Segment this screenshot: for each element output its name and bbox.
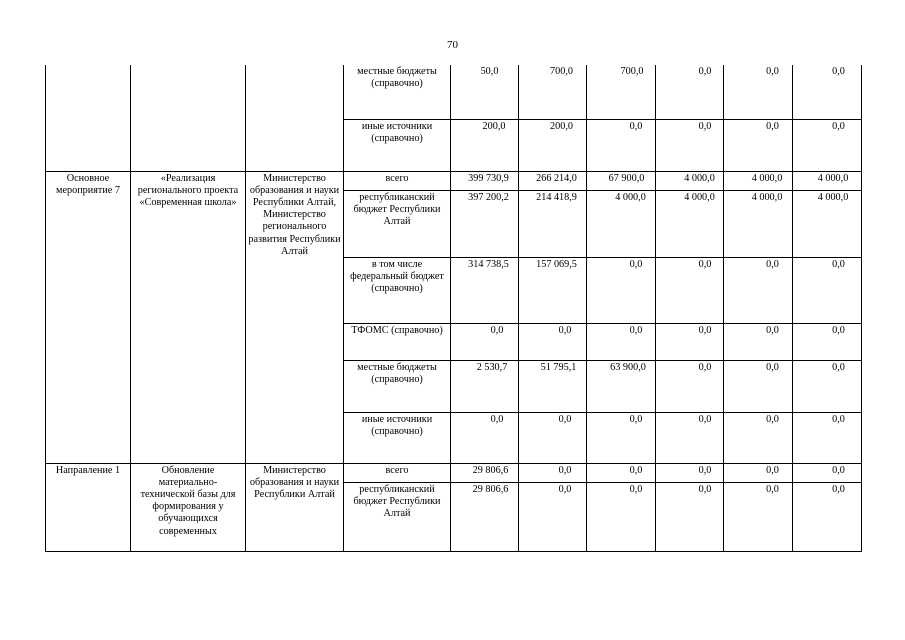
value-cell: 397 200,2 xyxy=(451,190,519,257)
value-cell: 0,0 xyxy=(724,482,793,551)
value-cell: 314 738,5 xyxy=(451,257,519,323)
value-cell: 0,0 xyxy=(519,463,587,482)
name-cell: «Реализация регионального проекта «Современная школа» xyxy=(131,171,246,463)
value-cell: 0,0 xyxy=(793,360,862,412)
executor-cell: Министерство образования и науки Республики Алтай, Министерство регионального развития Республики Алтай xyxy=(246,171,344,463)
value-cell: 0,0 xyxy=(656,119,724,171)
value-cell: 0,0 xyxy=(656,482,724,551)
source-cell: иные источники (справочно) xyxy=(344,119,451,171)
value-cell: 0,0 xyxy=(587,119,656,171)
value-cell: 0,0 xyxy=(724,257,793,323)
executor-cell: Министерство образования и науки Республики Алтай xyxy=(246,463,344,551)
value-cell: 0,0 xyxy=(724,412,793,463)
table-row xyxy=(46,463,862,482)
source-cell: в том числе федеральный бюджет (справочно) xyxy=(344,257,451,323)
value-cell: 0,0 xyxy=(656,65,724,119)
name-cell: Обновление материально-технической базы для формирования у обучающихся современных xyxy=(131,463,246,551)
table-row xyxy=(46,171,862,190)
source-cell: местные бюджеты (справочно) xyxy=(344,360,451,412)
value-cell: 0,0 xyxy=(587,257,656,323)
executor-cell xyxy=(246,65,344,171)
value-cell: 4 000,0 xyxy=(587,190,656,257)
value-cell: 29 806,6 xyxy=(451,463,519,482)
value-cell: 0,0 xyxy=(451,323,519,360)
value-cell: 0,0 xyxy=(793,463,862,482)
table-row xyxy=(46,65,862,119)
value-cell: 157 069,5 xyxy=(519,257,587,323)
value-cell: 29 806,6 xyxy=(451,482,519,551)
name-cell xyxy=(131,65,246,171)
value-cell: 4 000,0 xyxy=(793,190,862,257)
value-cell: 51 795,1 xyxy=(519,360,587,412)
source-cell: республиканский бюджет Республики Алтай xyxy=(344,190,451,257)
value-cell: 4 000,0 xyxy=(656,171,724,190)
value-cell: 399 730,9 xyxy=(451,171,519,190)
value-cell: 0,0 xyxy=(587,482,656,551)
source-cell: республиканский бюджет Республики Алтай xyxy=(344,482,451,551)
source-cell: всего xyxy=(344,463,451,482)
value-cell: 0,0 xyxy=(724,463,793,482)
value-cell: 200,0 xyxy=(451,119,519,171)
value-cell: 0,0 xyxy=(724,119,793,171)
value-cell: 0,0 xyxy=(519,412,587,463)
value-cell: 214 418,9 xyxy=(519,190,587,257)
value-cell: 0,0 xyxy=(724,323,793,360)
value-cell: 0,0 xyxy=(724,65,793,119)
value-cell: 4 000,0 xyxy=(724,190,793,257)
value-cell: 0,0 xyxy=(519,482,587,551)
value-cell: 266 214,0 xyxy=(519,171,587,190)
value-cell: 0,0 xyxy=(793,482,862,551)
value-cell: 0,0 xyxy=(451,412,519,463)
value-cell: 0,0 xyxy=(587,463,656,482)
value-cell: 2 530,7 xyxy=(451,360,519,412)
value-cell: 200,0 xyxy=(519,119,587,171)
value-cell: 0,0 xyxy=(793,65,862,119)
value-cell: 700,0 xyxy=(587,65,656,119)
source-cell: ТФОМС (справочно) xyxy=(344,323,451,360)
value-cell: 0,0 xyxy=(519,323,587,360)
value-cell: 0,0 xyxy=(587,412,656,463)
value-cell: 4 000,0 xyxy=(793,171,862,190)
value-cell: 4 000,0 xyxy=(724,171,793,190)
value-cell: 50,0 xyxy=(451,65,519,119)
value-cell: 0,0 xyxy=(724,360,793,412)
value-cell: 67 900,0 xyxy=(587,171,656,190)
value-cell: 0,0 xyxy=(656,360,724,412)
value-cell: 0,0 xyxy=(793,257,862,323)
page-number: 70 xyxy=(447,39,458,51)
status-cell: Направление 1 xyxy=(46,463,131,551)
budget-table xyxy=(45,65,862,552)
status-cell xyxy=(46,65,131,171)
source-cell: всего xyxy=(344,171,451,190)
value-cell: 4 000,0 xyxy=(656,190,724,257)
value-cell: 0,0 xyxy=(793,412,862,463)
value-cell: 0,0 xyxy=(587,323,656,360)
value-cell: 0,0 xyxy=(793,119,862,171)
value-cell: 63 900,0 xyxy=(587,360,656,412)
value-cell: 0,0 xyxy=(656,463,724,482)
value-cell: 0,0 xyxy=(656,323,724,360)
value-cell: 0,0 xyxy=(656,412,724,463)
source-cell: местные бюджеты (справочно) xyxy=(344,65,451,119)
source-cell: иные источники (справочно) xyxy=(344,412,451,463)
value-cell: 0,0 xyxy=(793,323,862,360)
value-cell: 0,0 xyxy=(656,257,724,323)
value-cell: 700,0 xyxy=(519,65,587,119)
status-cell: Основное мероприятие 7 xyxy=(46,171,131,463)
